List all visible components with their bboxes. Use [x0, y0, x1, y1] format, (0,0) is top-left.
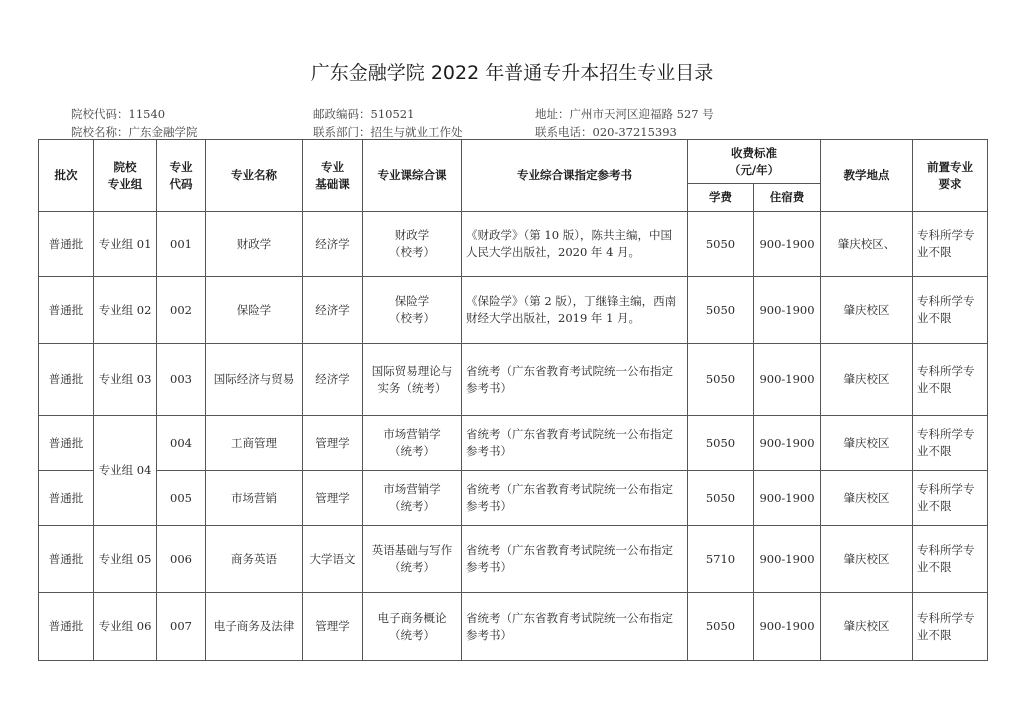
reference-line1: 《保险学》（第 2 版），丁继锋主编，西南 — [466, 294, 677, 308]
prereq-line1: 专科所学专 — [917, 228, 975, 242]
cell-accommodation: 900-1900 — [754, 416, 821, 471]
prereq-line1: 专科所学专 — [917, 543, 975, 557]
cell-tuition: 5050 — [688, 277, 754, 344]
table-row — [39, 526, 988, 593]
reference-line1: 省统考（广东省教育考试院统一公布指定 — [466, 363, 673, 378]
cell-prerequisite — [913, 277, 988, 344]
address: 地址：广州市天河区迎福路 527 号 — [535, 107, 714, 121]
cell-comprehensive-course — [363, 526, 462, 593]
reference-line2: 财经大学出版社，2019 年 1 月。 — [466, 311, 641, 325]
cell-code: 006 — [157, 526, 206, 593]
course-line2: （统考） — [389, 444, 435, 458]
header-location: 教学地点 — [821, 140, 913, 212]
header-basic-line2: 基础课 — [315, 176, 350, 191]
prereq-line2: 业不限 — [917, 245, 952, 259]
prereq-line1: 专科所学专 — [917, 363, 975, 378]
cell-accommodation: 900-1900 — [754, 344, 821, 416]
header-fee-line2: （元/年） — [728, 162, 780, 177]
table-row — [39, 277, 988, 344]
header-prereq-line2: 要求 — [938, 176, 962, 191]
cell-prerequisite — [913, 526, 988, 593]
reference-line1: 省统考（广东省教育考试院统一公布指定 — [466, 482, 673, 496]
course-line1: 英语基础与写作 — [371, 543, 453, 557]
course-line1: 保险学 — [394, 294, 430, 308]
cell-group: 专业组 02 — [94, 277, 157, 344]
cell-major-name: 财政学 — [206, 212, 303, 277]
prereq-line2: 业不限 — [917, 444, 952, 458]
cell-code: 007 — [157, 593, 206, 661]
school-name: 院校名称：广东金融学院 — [71, 125, 198, 139]
table-row — [39, 593, 988, 661]
table-row — [39, 416, 988, 471]
header-accommodation: 住宿费 — [754, 184, 821, 212]
cell-batch: 普通批 — [39, 471, 94, 526]
header-major-name: 专业名称 — [206, 140, 303, 212]
cell-accommodation: 900-1900 — [754, 471, 821, 526]
cell-prerequisite — [913, 593, 988, 661]
cell-tuition: 5050 — [688, 344, 754, 416]
header-group-line2: 专业组 — [107, 176, 143, 191]
cell-location: 肇庆校区 — [821, 526, 913, 593]
course-line1: 财政学 — [394, 228, 430, 242]
prereq-line1: 专科所学专 — [917, 482, 975, 496]
prereq-line1: 专科所学专 — [917, 427, 975, 441]
cell-basic-course: 管理学 — [303, 593, 363, 661]
reference-line2: 参考书） — [466, 444, 512, 458]
course-line2: 实务（统考） — [377, 380, 447, 395]
prereq-line2: 业不限 — [917, 499, 952, 513]
cell-tuition: 5050 — [688, 593, 754, 661]
cell-reference-book — [462, 471, 688, 526]
cell-reference-book — [462, 526, 688, 593]
cell-location: 肇庆校区 — [821, 344, 913, 416]
reference-line1: 省统考（广东省教育考试院统一公布指定 — [466, 610, 673, 625]
cell-basic-course: 管理学 — [303, 416, 363, 471]
cell-group: 专业组 01 — [94, 212, 157, 277]
cell-batch: 普通批 — [39, 277, 94, 344]
reference-line1: 《财政学》（第 10 版），陈共主编，中国 — [466, 228, 672, 242]
cell-reference-book — [462, 593, 688, 661]
school-code: 院校代码：11540 — [71, 107, 166, 121]
prereq-line2: 业不限 — [917, 627, 952, 642]
header-code — [157, 140, 206, 212]
cell-tuition: 5710 — [688, 526, 754, 593]
course-line1: 国际贸易理论与 — [371, 363, 453, 378]
cell-comprehensive-course — [363, 277, 462, 344]
prereq-line2: 业不限 — [917, 560, 952, 574]
cell-code: 005 — [157, 471, 206, 526]
cell-batch: 普通批 — [39, 416, 94, 471]
prereq-line1: 专科所学专 — [917, 294, 975, 308]
reference-line2: 参考书） — [466, 627, 512, 642]
cell-batch: 普通批 — [39, 212, 94, 277]
cell-basic-course: 大学语文 — [303, 526, 363, 593]
reference-line1: 省统考（广东省教育考试院统一公布指定 — [466, 543, 673, 557]
cell-tuition: 5050 — [688, 212, 754, 277]
cell-accommodation: 900-1900 — [754, 212, 821, 277]
reference-line2: 参考书） — [466, 499, 512, 513]
cell-prerequisite — [913, 344, 988, 416]
reference-line2: 参考书） — [466, 560, 512, 574]
cell-tuition: 5050 — [688, 471, 754, 526]
cell-major-name: 电子商务及法律 — [206, 593, 303, 661]
cell-comprehensive-course — [363, 471, 462, 526]
contact-phone: 联系电话：020-37215393 — [535, 125, 677, 139]
cell-basic-course: 经济学 — [303, 344, 363, 416]
reference-line2: 人民大学出版社，2020 年 4 月。 — [466, 245, 641, 259]
cell-code: 002 — [157, 277, 206, 344]
cell-batch: 普通批 — [39, 344, 94, 416]
cell-basic-course: 经济学 — [303, 277, 363, 344]
cell-accommodation: 900-1900 — [754, 593, 821, 661]
cell-major-name: 市场营销 — [206, 471, 303, 526]
course-line2: （统考） — [389, 627, 435, 642]
cell-reference-book — [462, 277, 688, 344]
cell-code: 001 — [157, 212, 206, 277]
header-batch: 批次 — [39, 140, 94, 212]
cell-group: 专业组 04 — [94, 416, 157, 526]
cell-location: 肇庆校区 — [821, 471, 913, 526]
header-comprehensive-course: 专业课综合课 — [363, 140, 462, 212]
header-prerequisite — [913, 140, 988, 212]
course-line1: 市场营销学 — [383, 427, 441, 441]
cell-location: 肇庆校区 — [821, 277, 913, 344]
cell-major-name: 国际经济与贸易 — [206, 344, 303, 416]
header-basic-line1: 专业 — [321, 159, 344, 174]
postal-code: 邮政编码：510521 — [313, 107, 415, 121]
cell-basic-course: 管理学 — [303, 471, 363, 526]
cell-code: 004 — [157, 416, 206, 471]
cell-batch: 普通批 — [39, 526, 94, 593]
cell-accommodation: 900-1900 — [754, 277, 821, 344]
course-line1: 市场营销学 — [383, 482, 441, 496]
cell-comprehensive-course — [363, 416, 462, 471]
cell-group: 专业组 06 — [94, 593, 157, 661]
cell-reference-book — [462, 416, 688, 471]
header-group-line1: 院校 — [113, 159, 137, 174]
cell-location: 肇庆校区 — [821, 593, 913, 661]
cell-reference-book — [462, 344, 688, 416]
header-row — [39, 140, 988, 184]
course-line2: （校考） — [389, 311, 435, 325]
header-prereq-line1: 前置专业 — [927, 159, 974, 174]
document-title: 广东金融学院 2022 年普通专升本招生专业目录 — [310, 62, 714, 84]
header-tuition: 学费 — [688, 184, 754, 212]
cell-batch: 普通批 — [39, 593, 94, 661]
header-fee-line1: 收费标准 — [731, 145, 777, 160]
header-reference-book: 专业综合课指定参考书 — [462, 140, 688, 212]
contact-department: 联系部门：招生与就业工作处 — [313, 125, 463, 139]
reference-line1: 省统考（广东省教育考试院统一公布指定 — [466, 427, 673, 441]
major-catalog-table — [38, 139, 988, 661]
header-code-line2: 代码 — [169, 176, 193, 191]
header-basic-course — [303, 140, 363, 212]
cell-group: 专业组 03 — [94, 344, 157, 416]
cell-code: 003 — [157, 344, 206, 416]
prereq-line2: 业不限 — [917, 311, 952, 325]
cell-prerequisite — [913, 471, 988, 526]
prereq-line1: 专科所学专 — [917, 610, 975, 625]
course-line1: 电子商务概论 — [377, 610, 447, 625]
cell-prerequisite — [913, 212, 988, 277]
cell-group: 专业组 05 — [94, 526, 157, 593]
cell-location: 肇庆校区 — [821, 416, 913, 471]
header-group — [94, 140, 157, 212]
table-row — [39, 344, 988, 416]
header-fee-standard — [688, 140, 821, 184]
cell-accommodation: 900-1900 — [754, 526, 821, 593]
cell-prerequisite — [913, 416, 988, 471]
header-code-line1: 专业 — [169, 159, 193, 174]
course-line2: （统考） — [389, 499, 435, 513]
cell-basic-course: 经济学 — [303, 212, 363, 277]
cell-major-name: 保险学 — [206, 277, 303, 344]
cell-major-name: 商务英语 — [206, 526, 303, 593]
course-line2: （校考） — [389, 245, 435, 259]
cell-reference-book — [462, 212, 688, 277]
cell-location: 肇庆校区、 — [821, 212, 913, 277]
course-line2: （统考） — [389, 560, 435, 574]
table-row — [39, 212, 988, 277]
prereq-line2: 业不限 — [917, 380, 952, 395]
table-row — [39, 471, 988, 526]
cell-comprehensive-course — [363, 212, 462, 277]
cell-comprehensive-course — [363, 344, 462, 416]
cell-major-name: 工商管理 — [206, 416, 303, 471]
reference-line2: 参考书） — [466, 380, 512, 395]
cell-tuition: 5050 — [688, 416, 754, 471]
cell-comprehensive-course — [363, 593, 462, 661]
